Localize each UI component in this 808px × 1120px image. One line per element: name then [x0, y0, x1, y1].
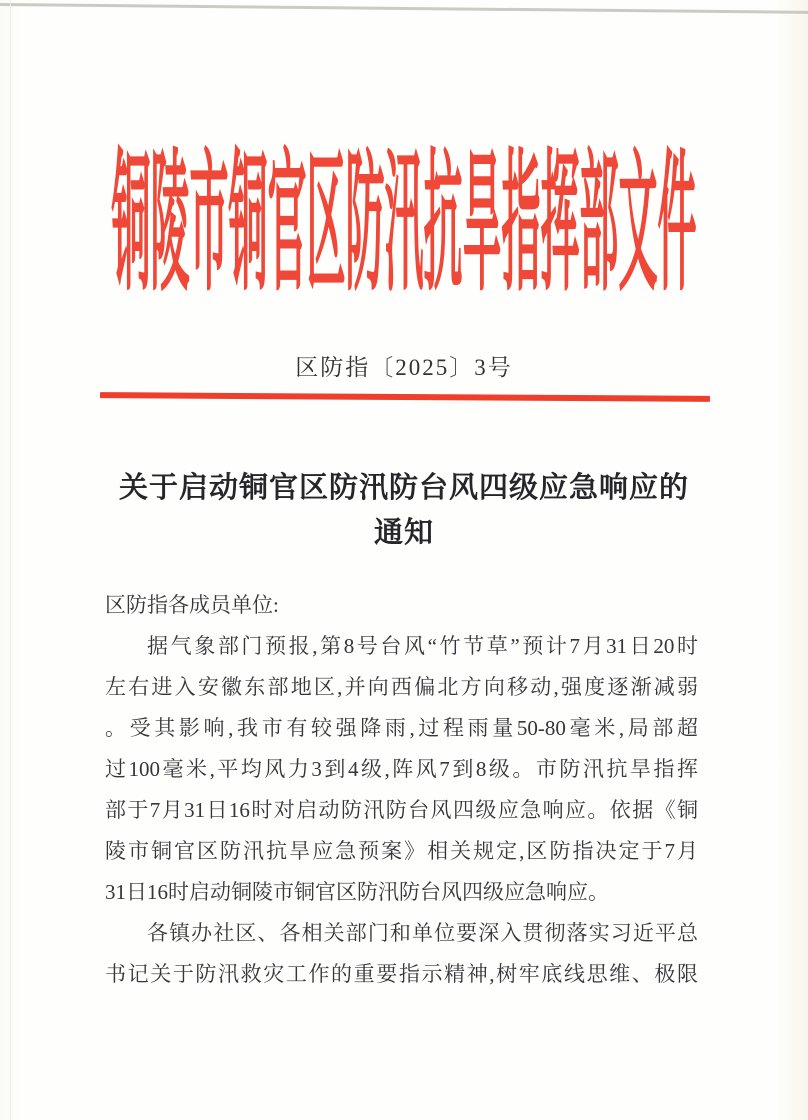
body-line: 各镇办社区、各相关部门和单位要深入贯彻落实习近平总 — [147, 921, 698, 945]
document-title-line2: 通知 — [373, 517, 434, 549]
body-line: 左右进入安徽东部地区,并向西偏北方向移动,强度逐渐减弱 — [105, 675, 698, 699]
document-title — [0, 466, 808, 556]
salutation: 区防指各成员单位: — [105, 593, 279, 617]
body-line: 陵市铜官区防汛抗旱应急预案》相关规定,区防指决定于7月 — [105, 839, 698, 863]
document-title-line1: 关于启动铜官区防汛防台风四级应急响应的 — [118, 472, 689, 504]
body-line: 31日16时启动铜陵市铜官区防汛防台风四级应急响应。 — [105, 880, 609, 904]
body-line: 过100毫米,平均风力3到4级,阵风7到8级。市防汛抗旱指挥 — [105, 757, 698, 781]
body-line: 书记关于防汛救灾工作的重要指示精神,树牢底线思维、极限 — [105, 962, 698, 986]
red-header-banner — [0, 140, 808, 310]
body-line: 据气象部门预报,第8号台风“竹节草”预计7月31日20时 — [147, 634, 698, 658]
body-line: 部于7月31日16时对启动防汛防台风四级应急响应。依据《铜 — [105, 798, 698, 822]
document-number: 区防指〔2025〕3号 — [295, 355, 513, 380]
document-body — [105, 585, 698, 995]
scan-artifact-top-edge — [0, 3, 808, 14]
red-divider-line — [100, 392, 710, 402]
issuing-org-title: 铜陵市铜官区防汛抗旱指挥部文件 — [111, 140, 697, 310]
body-line: 。受其影响,我市有较强降雨,过程雨量50-80毫米,局部超 — [105, 716, 698, 740]
